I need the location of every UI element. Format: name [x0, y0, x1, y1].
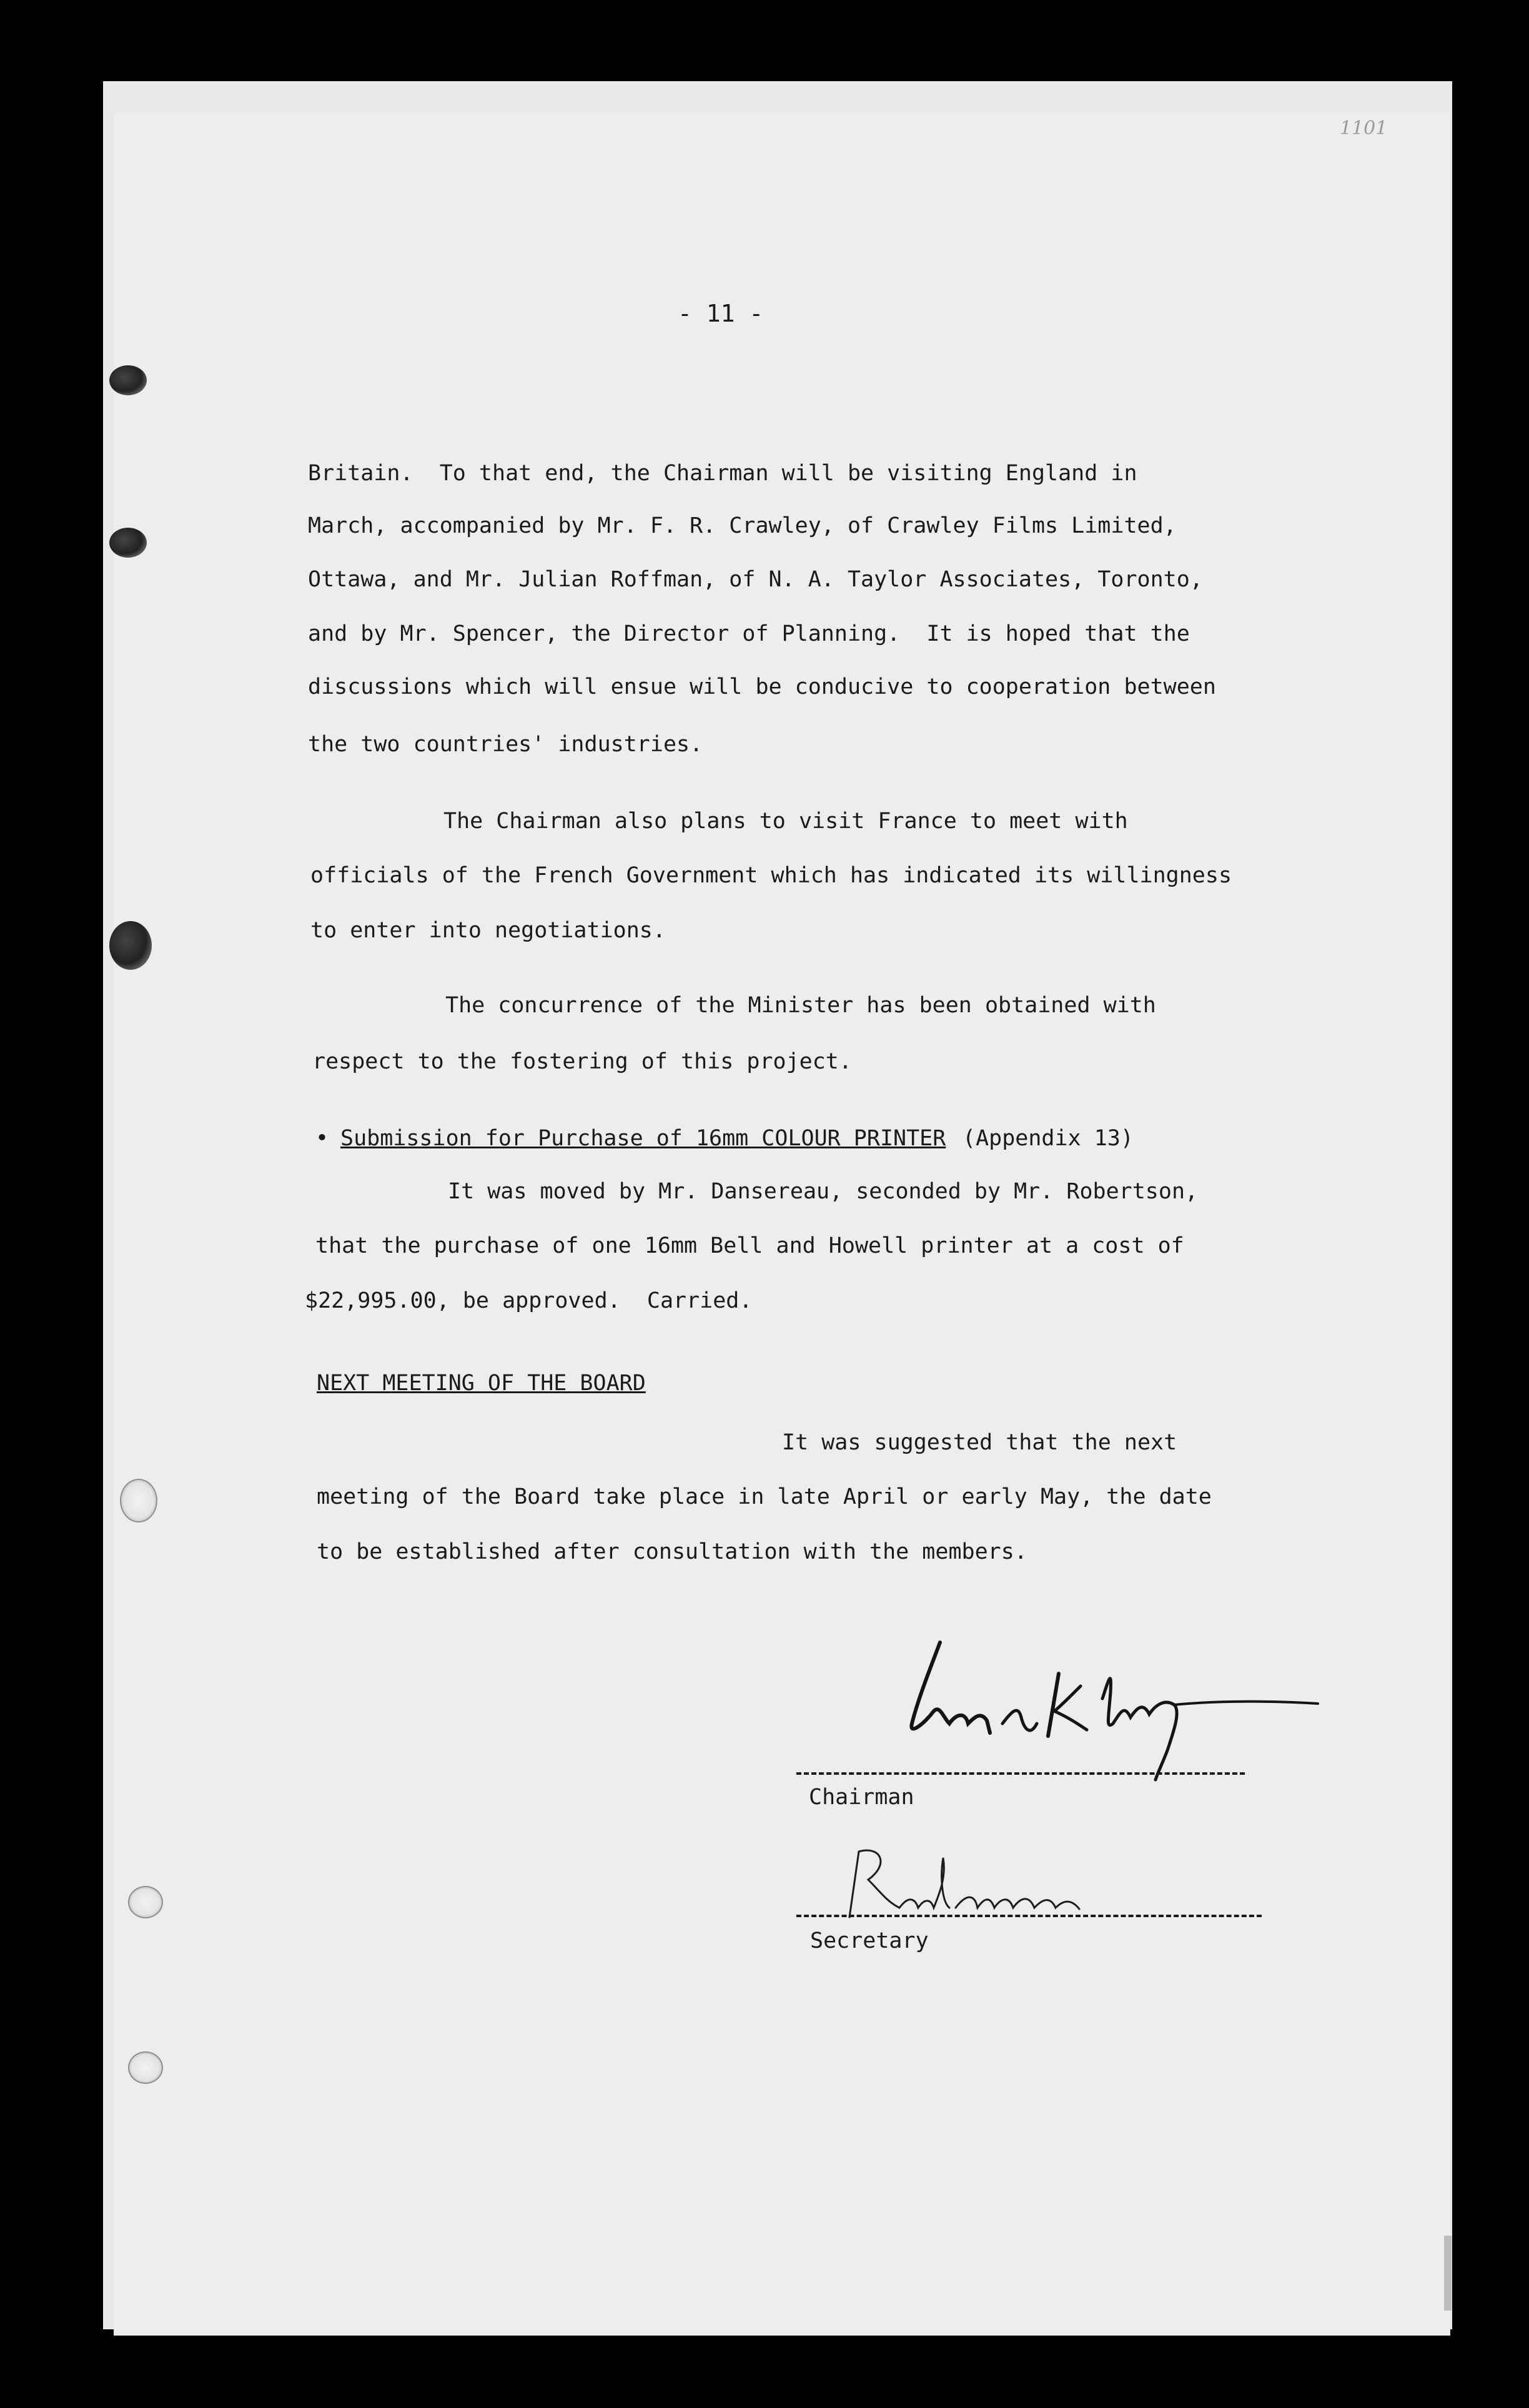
paragraph-line: The Chairman also plans to visit France to meet with: [443, 809, 1128, 834]
secretary-signature-line: [796, 1915, 1262, 1917]
paragraph-line: The concurrence of the Minister has been obtained with: [445, 993, 1156, 1018]
archive-mark: 1101: [1340, 117, 1388, 139]
next-meeting-heading: NEXT MEETING OF THE BOARD: [317, 1371, 646, 1396]
binder-hole: [128, 1886, 163, 1918]
paragraph-line: respect to the fostering of this project.: [312, 1049, 852, 1074]
paragraph-line: March, accompanied by Mr. F. R. Crawley, of Crawley Films Limited,: [308, 513, 1177, 538]
page-edge: [1444, 2236, 1452, 2311]
binder-hole: [109, 365, 147, 395]
chairman-signature-line: [796, 1772, 1245, 1775]
paragraph-line: the two countries' industries.: [308, 732, 703, 757]
paragraph-line: officials of the French Government which has indicated its willingness: [310, 863, 1232, 888]
submission-line: $22,995.00, be approved. Carried.: [305, 1288, 753, 1313]
submission-line: that the purchase of one 16mm Bell and Howell printer at a cost of: [315, 1233, 1184, 1258]
secretary-label: Secretary: [810, 1928, 929, 1953]
document-page: [114, 112, 1450, 2336]
binder-hole: [120, 1479, 157, 1522]
paragraph-line: Britain. To that end, the Chairman will be visiting England in: [308, 461, 1137, 486]
secretary-signature: [831, 1839, 1093, 1927]
chairman-signature: [881, 1630, 1330, 1792]
chairman-label: Chairman: [809, 1785, 914, 1810]
submission-bullet: •: [315, 1126, 329, 1151]
submission-line: It was moved by Mr. Dansereau, seconded by Mr. Robertson,: [448, 1179, 1199, 1204]
binder-hole: [109, 528, 147, 558]
binder-hole: [109, 921, 152, 970]
paragraph-line: discussions which will ensue will be conducive to cooperation between: [308, 674, 1216, 699]
next-meeting-line: meeting of the Board take place in late April or early May, the date: [317, 1484, 1212, 1509]
submission-heading: Submission for Purchase of 16mm COLOUR PRINTER: [340, 1126, 946, 1151]
next-meeting-line: It was suggested that the next: [782, 1430, 1177, 1455]
paragraph-line: and by Mr. Spencer, the Director of Planning. It is hoped that the: [308, 621, 1190, 646]
next-meeting-line: to be established after consultation with the members.: [317, 1539, 1027, 1564]
page-number: - 11 -: [678, 300, 764, 327]
paragraph-line: Ottawa, and Mr. Julian Roffman, of N. A. Taylor Associates, Toronto,: [308, 567, 1203, 592]
submission-appendix: (Appendix 13): [962, 1126, 1134, 1151]
binder-hole: [128, 2051, 163, 2084]
paragraph-line: to enter into negotiations.: [310, 918, 666, 943]
